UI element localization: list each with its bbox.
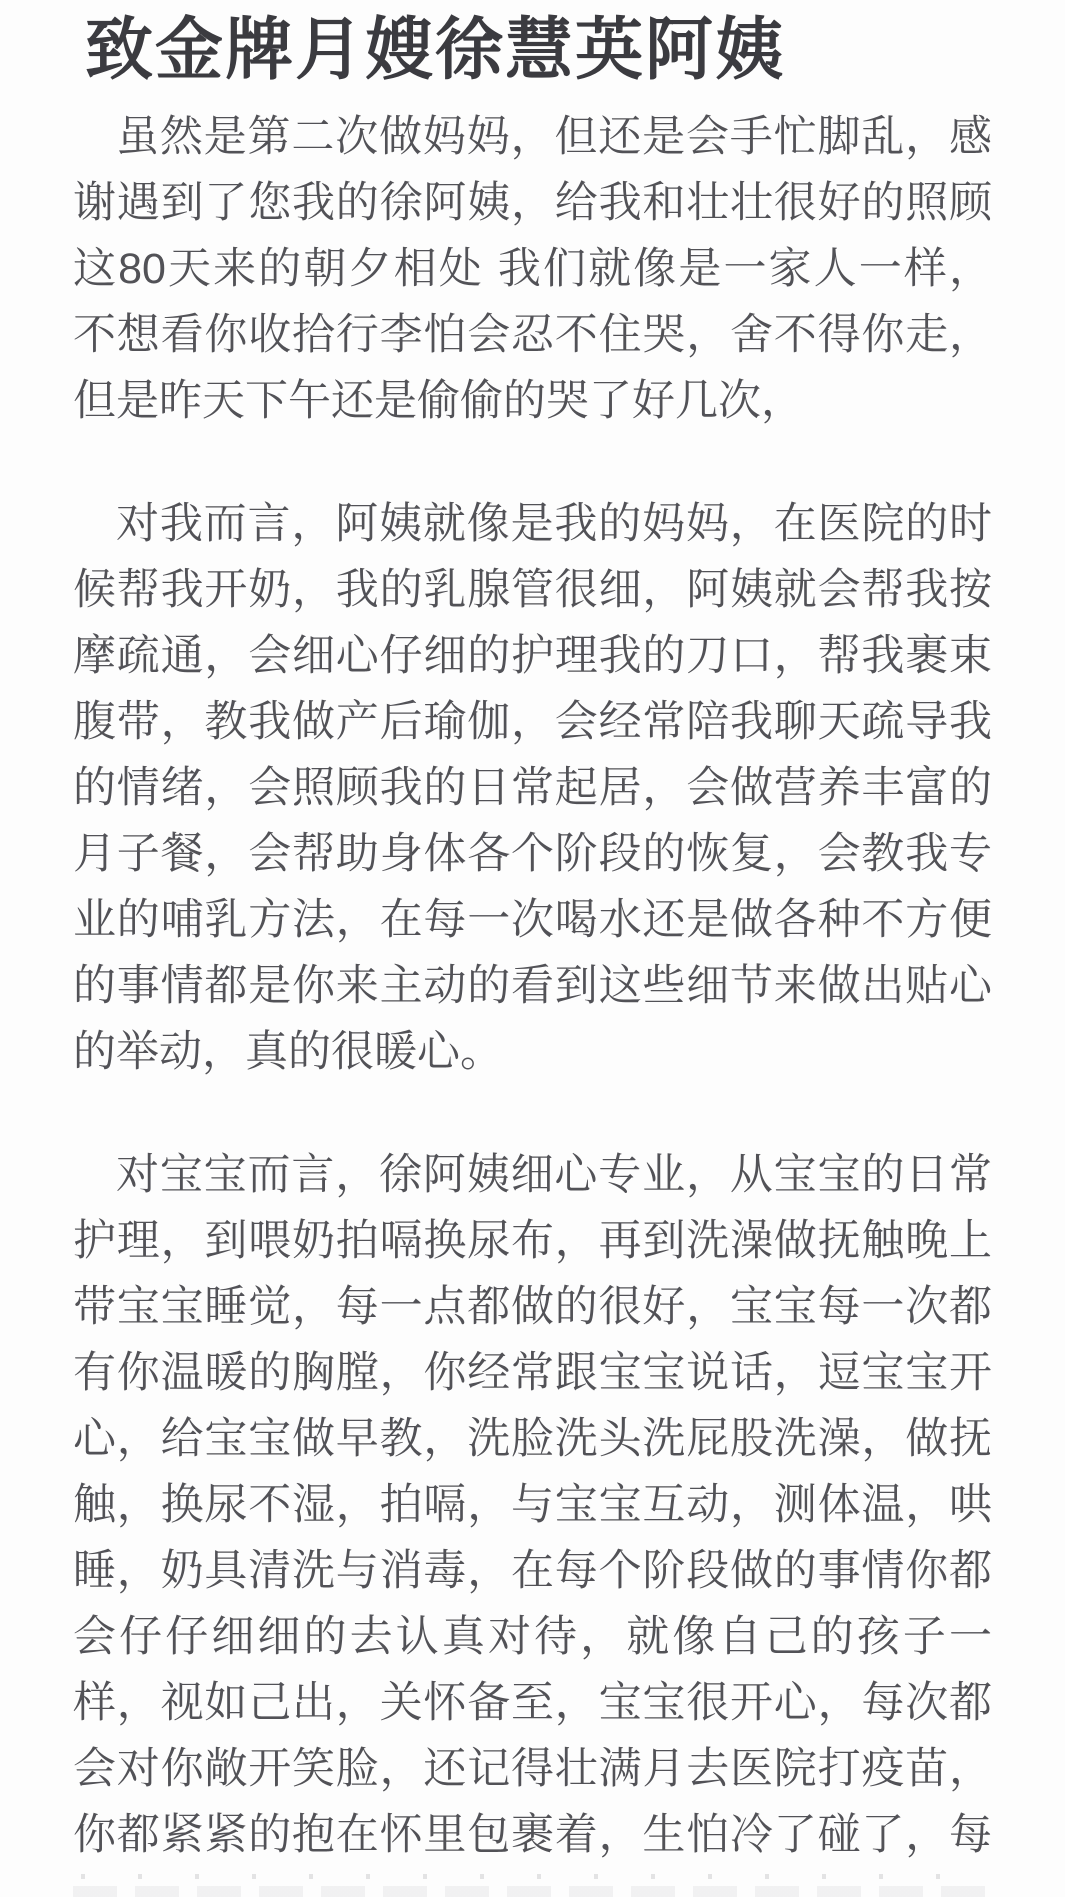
text-line: 对宝宝而言，徐阿姨细心专业，从宝宝的日常: [116, 1151, 992, 1199]
paragraph: [73, 104, 992, 434]
text-line: 虽然是第二次做妈妈，但还是会手忙脚乱，感: [116, 113, 992, 161]
text-line: 谢遇到了您我的徐阿姨，给我和壮壮很好的照顾: [73, 179, 992, 227]
text-line: 带宝宝睡觉，每一点都做的很好，宝宝每一次都: [73, 1283, 992, 1331]
text-line: 腹带，教我做产后瑜伽，会经常陪我聊天疏导我: [73, 698, 992, 746]
text-line: 睡，奶具清洗与消毒，在每个阶段做的事情你都: [73, 1547, 992, 1595]
text-line: 候帮我开奶，我的乳腺管很细，阿姨就会帮我按: [73, 566, 992, 614]
text-line: 触，换尿不湿，拍嗝，与宝宝互动，测体温，哄: [73, 1481, 992, 1529]
text-line: 会仔仔细细的去认真对待，就像自己的孩子一: [73, 1613, 992, 1661]
text-line: 对我而言，阿姨就像是我的妈妈，在医院的时: [116, 500, 992, 548]
text-line: 的举动，真的很暖心。: [73, 1028, 503, 1076]
paragraph: [73, 1142, 992, 1868]
text-line: 业的哺乳方法，在每一次喝水还是做各种不方便: [73, 896, 992, 944]
page-title: 致金牌月嫂徐慧英阿姨: [85, 12, 786, 88]
text-line: 护理，到喂奶拍嗝换尿布，再到洗澡做抚触晚上: [73, 1217, 992, 1265]
truncated-line: [73, 1868, 992, 1897]
paragraph: [73, 491, 992, 1085]
text-line: 样，视如己出，关怀备至，宝宝很开心，每次都: [73, 1679, 992, 1727]
text-line: 你都紧紧的抱在怀里包裹着，生怕冷了碰了，每: [73, 1811, 992, 1859]
text-line: 有你温暖的胸膛，你经常跟宝宝说话，逗宝宝开: [73, 1349, 992, 1397]
text-line: 的情绪，会照顾我的日常起居，会做营养丰富的: [73, 764, 992, 812]
text-line: 心，给宝宝做早教，洗脸洗头洗屁股洗澡，做抚: [73, 1415, 992, 1463]
text-line: 但是昨天下午还是偷偷的哭了好几次，: [73, 377, 804, 425]
text-line: 这80天来的朝夕相处 我们就像是一家人一样，: [73, 245, 992, 293]
text-line: 不想看你收拾行李怕会忍不住哭，舍不得你走，: [73, 311, 992, 359]
text-line: 会对你敞开笑脸，还记得壮满月去医院打疫苗，: [73, 1745, 992, 1793]
text-line: 摩疏通，会细心仔细的护理我的刀口，帮我裹束: [73, 632, 992, 680]
letter-body: [73, 104, 992, 1868]
text-line: 月子餐，会帮助身体各个阶段的恢复，会教我专: [73, 830, 992, 878]
text-line: 的事情都是你来主动的看到这些细节来做出贴心: [73, 962, 992, 1010]
